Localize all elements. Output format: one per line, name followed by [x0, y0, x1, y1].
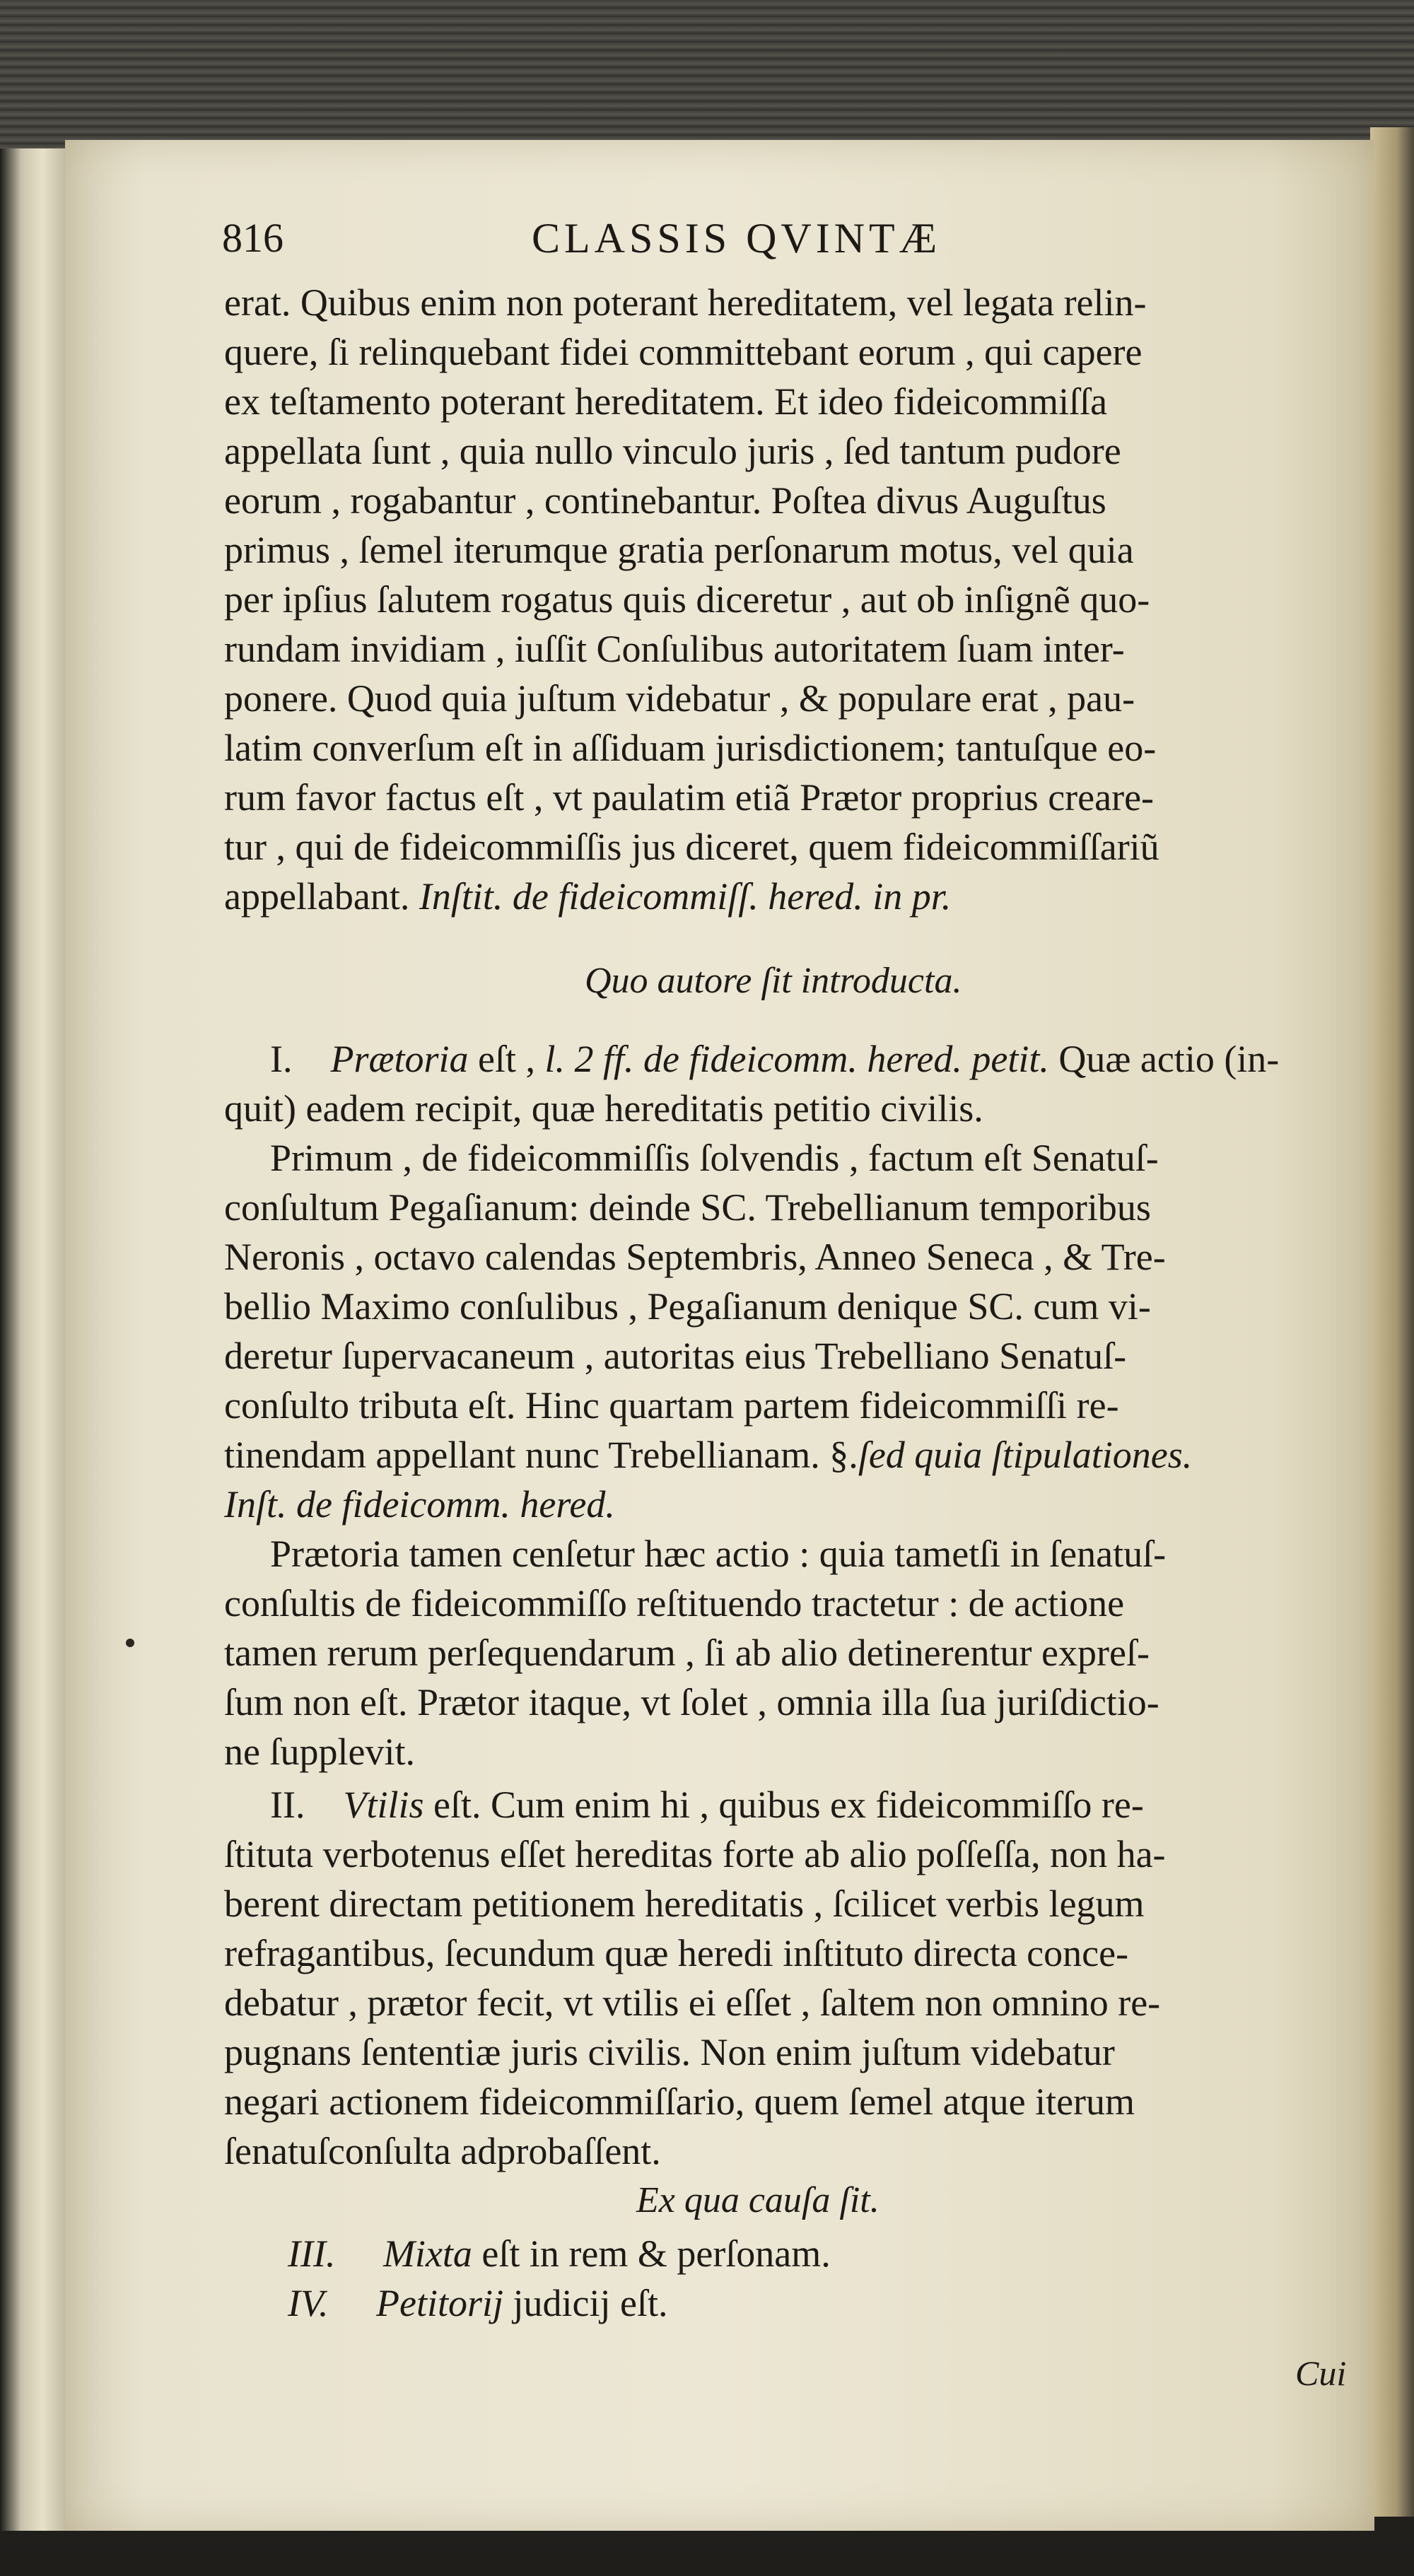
text-line: ſenatuſconſulta adprobaſſent.: [224, 2130, 661, 2172]
citation: ſed quia ſtipulationes.: [858, 1434, 1193, 1476]
text-line: [224, 1430, 1414, 1480]
text-line: quere, ſi relinquebant fidei committebant eorum , qui capere: [224, 331, 1143, 373]
text-span: appellabant.: [224, 875, 410, 918]
item-term: Petitorij: [376, 2282, 503, 2324]
page-number: 816: [222, 215, 284, 261]
item-number: II.: [270, 1784, 305, 1826]
text-line: Prætoria tamen cenſetur hæc actio : quia tametſi in ſenatuſ-: [270, 1533, 1167, 1575]
item-number: I.: [270, 1038, 293, 1080]
book-top-edge: [0, 0, 1414, 159]
text-line: debatur , prætor fecit, vt vtilis ei eſſet , ſaltem non omnino re-: [224, 1981, 1161, 2024]
text-span: eſt. Cum enim hi , quibus ex fideicommiſſo re-: [423, 1784, 1144, 1826]
text-line: [224, 872, 1414, 921]
text-line: deretur ſupervacaneum , autoritas eius Trebelliano Senatuſ-: [224, 1335, 1127, 1377]
running-head: CLASSIS QVINTÆ: [532, 215, 942, 262]
numbered-item: [270, 1034, 1414, 1084]
page-header: [65, 214, 1374, 271]
item-term: Vtilis: [343, 1784, 424, 1826]
text-span: tinendam appellant nunc Trebellianam. §.: [224, 1434, 858, 1476]
book-binding: [0, 148, 71, 2531]
text-line: tur , qui de fideicommiſſis jus diceret, quem fideicommiſſariũ: [224, 826, 1159, 868]
text-line: ponere. Quod quia juſtum videbatur , & populare erat , pau-: [224, 677, 1135, 720]
text-line: per ipſius ſalutem rogatus quis diceretur , aut ob inſignẽ quo-: [224, 578, 1150, 621]
ink-blot: [126, 1639, 134, 1647]
text-line: eorum , rogabantur , continebantur. Poſtea divus Auguſtus: [224, 479, 1106, 522]
numbered-item: [288, 2278, 1414, 2328]
text-line: ne ſupplevit.: [224, 1731, 415, 1773]
text-line: negari actionem fideicommiſſario, quem ſemel atque iterum: [224, 2080, 1135, 2123]
text-line: conſultum Pegaſianum: deinde SC. Trebellianum temporibus: [224, 1186, 1151, 1229]
item-term: Prætoria: [330, 1038, 469, 1080]
text-line: tamen rerum perſequendarum , ſi ab alio detinerentur expreſ-: [224, 1632, 1150, 1674]
numbered-item: [288, 2229, 1414, 2278]
text-line: quit) eadem recipit, quæ hereditatis petitio civilis.: [224, 1087, 983, 1130]
citation: l. 2 ff. de fideicomm. hered. petit.: [544, 1038, 1049, 1080]
text-line: Neronis , octavo calendas Septembris, Anneo Seneca , & Tre-: [224, 1236, 1166, 1278]
text-span: eſt in rem & perſonam.: [472, 2232, 831, 2275]
section-heading: Quo autore ſit introducta.: [585, 961, 962, 1001]
text-line: ſum non eſt. Prætor itaque, vt ſolet , omnia illa ſua juriſdictio-: [224, 1681, 1159, 1723]
numbered-item: [270, 1780, 1414, 1829]
text-line: conſultis de fideicommiſſo reſtituendo tractetur : de actione: [224, 1582, 1125, 1624]
item-number: III.: [288, 2232, 336, 2275]
text-line: appellata ſunt , quia nullo vinculo juris , ſed tantum pudore: [224, 430, 1121, 472]
item-term: Mixta: [382, 2232, 472, 2275]
text-line: refragantibus, ſecundum quæ heredi inſtituto directa conce-: [224, 1932, 1129, 1974]
book-page: [65, 140, 1374, 2531]
text-line: erat. Quibus enim non poterant hereditatem, vel legata relin-: [224, 281, 1147, 324]
text-span: judicij eſt.: [503, 2282, 668, 2324]
text-line: latim converſum eſt in aſſiduam jurisdictionem; tantuſque eo-: [224, 727, 1157, 769]
text-line: pugnans ſententiæ juris civilis. Non enim juſtum videbatur: [224, 2031, 1115, 2073]
text-line: Primum , de fideicommiſſis ſolvendis , factum eſt Senatuſ-: [270, 1137, 1159, 1179]
catchword: Cui: [1295, 2353, 1347, 2393]
text-line: ſtituta verbotenus eſſet hereditas forte ab alio poſſeſſa, non ha-: [224, 1833, 1166, 1875]
text-line: ex teſtamento poterant hereditatem. Et ideo fideicommiſſa: [224, 380, 1108, 423]
text-span: eſt ,: [468, 1038, 545, 1080]
text-line: conſulto tributa eſt. Hinc quartam partem fideicommiſſi re-: [224, 1384, 1119, 1427]
text-line: primus , ſemel iterumque gratia perſonarum motus, vel quia: [224, 529, 1134, 571]
citation: Inſtit. de fideicommiſſ. hered. in pr.: [419, 875, 952, 918]
text-line: rum favor factus eſt , vt paulatim etiã Prætor proprius creare-: [224, 776, 1155, 819]
text-line: berent directam petitionem hereditatis , ſcilicet verbis legum: [224, 1883, 1145, 1925]
citation-line: Inſt. de fideicomm. hered.: [224, 1483, 615, 1526]
text-line: bellio Maximo conſulibus , Pegaſianum denique SC. cum vi-: [224, 1285, 1151, 1328]
section-heading: Ex qua cauſa ſit.: [636, 2180, 880, 2220]
item-number: IV.: [288, 2282, 329, 2324]
text-line: rundam invidiam , iuſſit Conſulibus autoritatem ſuam inter-: [224, 628, 1125, 670]
text-span: Quæ actio (in-: [1048, 1038, 1280, 1080]
